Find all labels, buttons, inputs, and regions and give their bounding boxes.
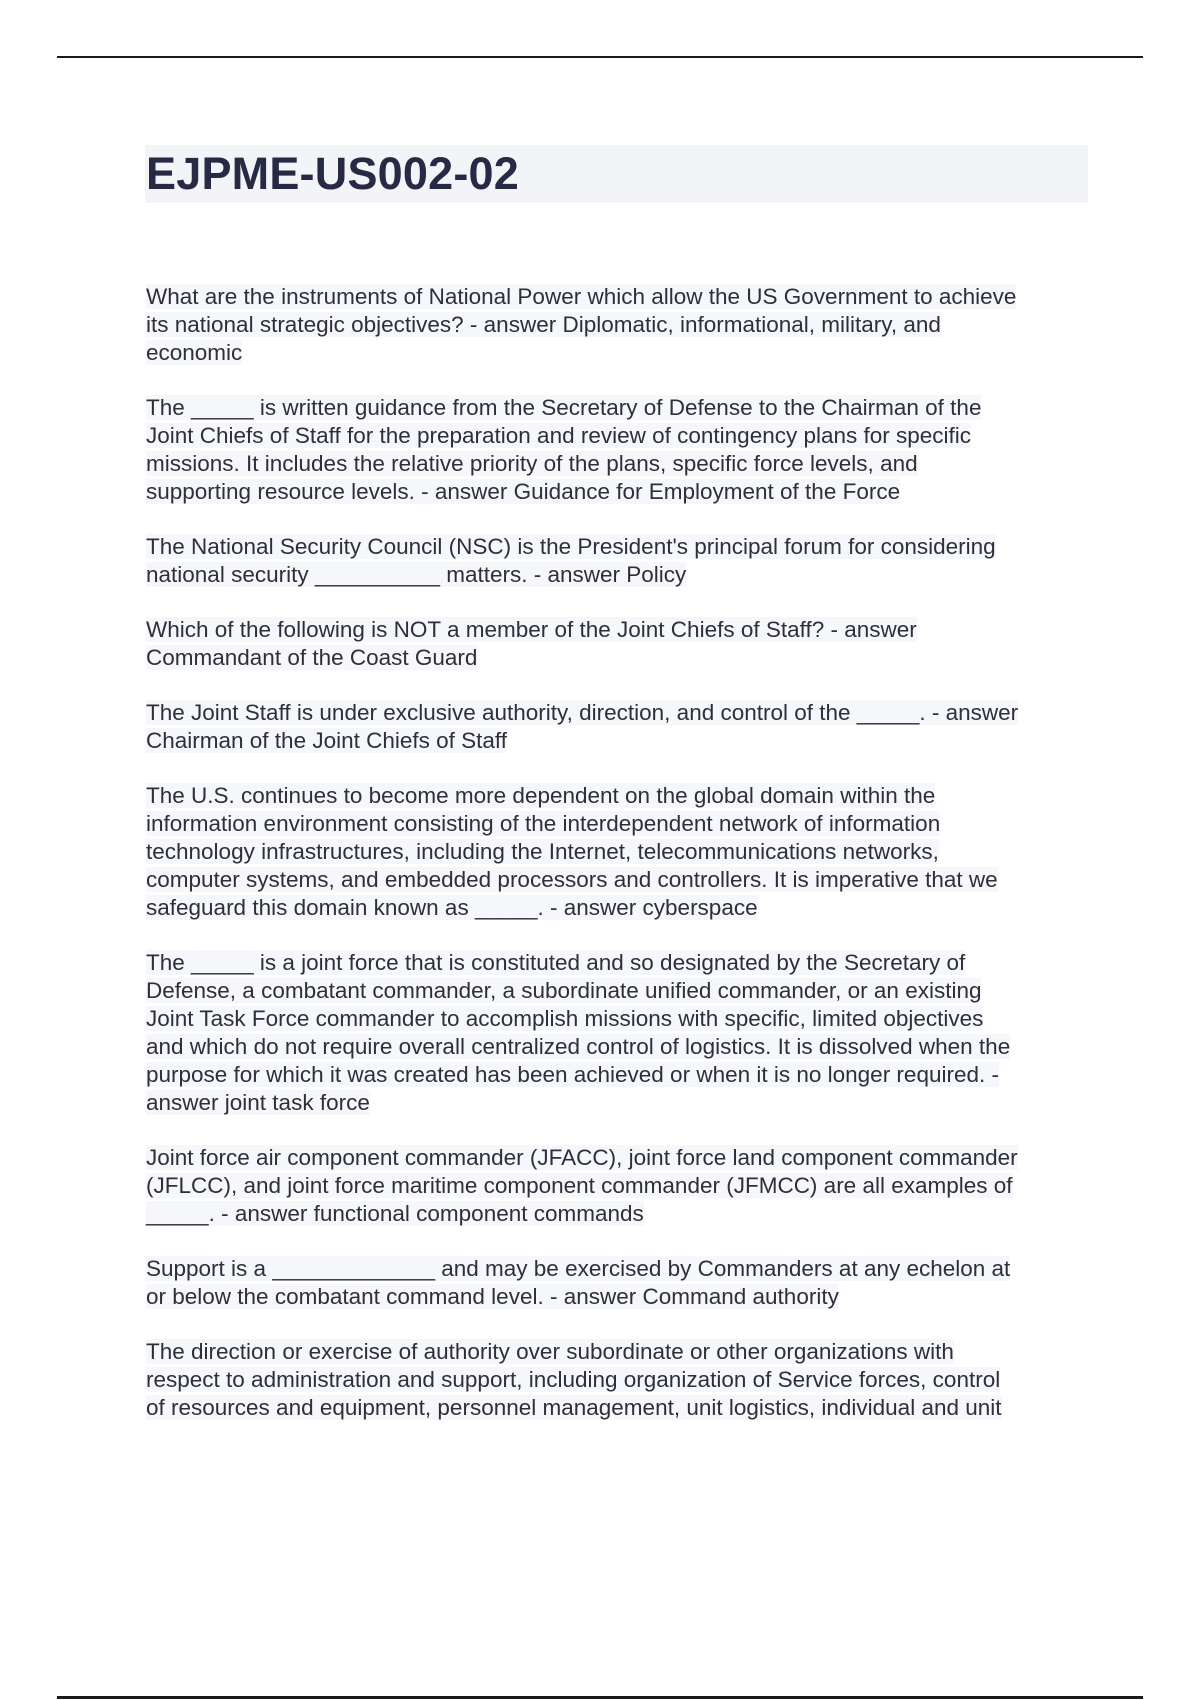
qa-item-8: Joint force air component commander (JFACC), joint force land component commander (JFLCC), and joint force maritime component commander (JFMCC) are all examples of _____. - answer functional component commands	[146, 1145, 1018, 1226]
qa-item-3: The National Security Council (NSC) is the President's principal forum for considering national security __________ matters. - answer Policy	[146, 534, 996, 587]
qa-item-10: The direction or exercise of authority over subordinate or other organizations with respect to administration and support, including organization of Service forces, control of resources and equipment, personnel management, unit logistics, individual and unit	[146, 1339, 1002, 1420]
qa-item-4: Which of the following is NOT a member of the Joint Chiefs of Staff? - answer Commandant of the Coast Guard	[146, 617, 917, 670]
bottom-rule	[57, 1696, 1143, 1699]
qa-list	[146, 283, 1091, 1449]
qa-item-1: What are the instruments of National Power which allow the US Government to achieve its national strategic objectives? - answer Diplomatic, informational, military, and economic	[146, 284, 1017, 365]
qa-item-7: The _____ is a joint force that is constituted and so designated by the Secretary of Defense, a combatant commander, a subordinate unified commander, or an existing Joint Task Force commander to accomplish missions with specific, limited objectives and which do not require overall centralized control of logistics. It is dissolved when the purpose for which it was created has been achieved or when it is no longer required. - answer joint task force	[146, 950, 1011, 1115]
qa-item-6: The U.S. continues to become more dependent on the global domain within the information environment consisting of the interdependent network of information technology infrastructures, including the Internet, telecommunications networks, computer systems, and embedded processors and controllers. It is imperative that we safeguard this domain known as _____. - answer cyberspace	[146, 783, 998, 920]
qa-item-2: The _____ is written guidance from the Secretary of Defense to the Chairman of the Joint Chiefs of Staff for the preparation and review of contingency plans for specific missions. It includes the relative priority of the plans, specific force levels, and supporting resource levels. - answer Guidance for Employment of the Force	[146, 395, 982, 504]
qa-item-5: The Joint Staff is under exclusive authority, direction, and control of the _____. - answer Chairman of the Joint Chiefs of Staff	[146, 700, 1019, 753]
top-rule	[57, 56, 1143, 58]
document-title: EJPME-US002-02	[146, 148, 519, 199]
qa-item-9: Support is a _____________ and may be exercised by Commanders at any echelon at or below the combatant command level. - answer Command authority	[146, 1256, 1011, 1309]
